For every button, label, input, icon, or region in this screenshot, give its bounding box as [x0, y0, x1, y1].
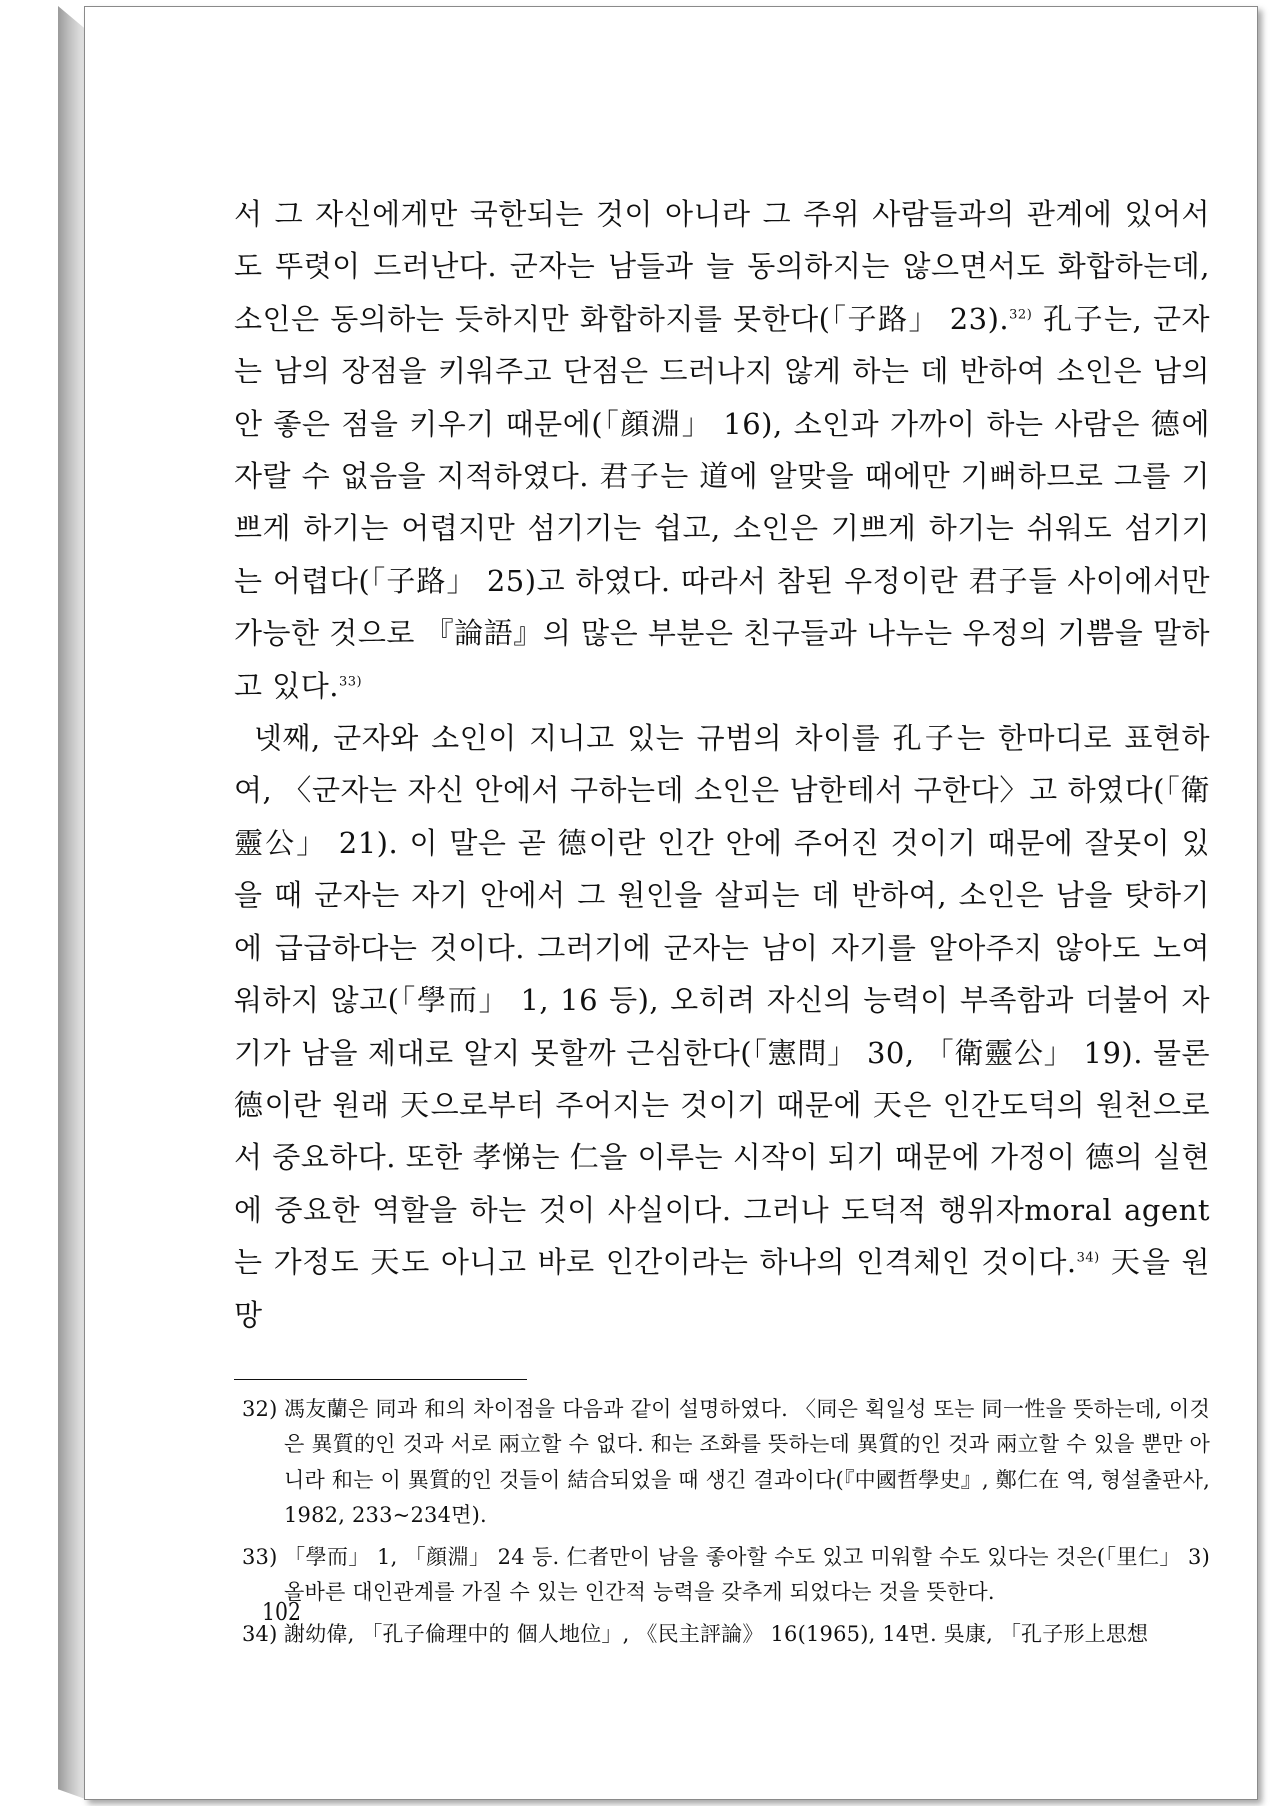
- paragraph-2-text: 넷째, 군자와 소인이 지니고 있는 규범의 차이를 孔子는 한마디로 표현하여, 〈군자는 자신 안에서 구하는데 소인은 남한테서 구한다〉고 하였다(「衛靈公」 21). 이 말은 곧 德이란 인간 안에 주어진 것이기 때문에 잘못이 있을 때 군자는 자기 안에서 그 원인을 살피는 데 반하여, 소인은 남을 탓하기에 급급하다는 것이다. 그러기에 군자는 남이 자기를 알아주지 않아도 노여워하지 않고(「學而」 1, 16 등), 오히려 자신의 능력이 부족함과 더불어 자기가 남을 제대로 알지 못할까 근심한다(「憲問」 30, 「衛靈公」 19). 물론 德이란 원래 天으로부터 주어지는 것이기 때문에 天은 인간도덕의 원천으로서 중요하다. 또한 孝悌는 仁을 이루는 시작이 되기 때문에 가정이 德의 실현에 중요한 역할을 하는 것이 사실이다. 그러나 도덕적 행위자moral agent는 가정도 天도 아니고 바로 인간이라는 하나의 인격체인 것이다.: [234, 721, 1210, 1280]
- footnote-33: [234, 1540, 1210, 1611]
- footnote-number: 34): [242, 1621, 278, 1646]
- body-text: [234, 188, 1210, 1341]
- page-number: 102: [262, 1598, 301, 1626]
- footnote-divider: [234, 1379, 527, 1380]
- footnote-number: 33): [242, 1544, 278, 1569]
- body-paragraph-1: [234, 188, 1210, 712]
- footnote-ref-34: 34): [1076, 1250, 1100, 1266]
- footnote-32: [234, 1392, 1210, 1534]
- footnote-ref-32: 32): [1009, 307, 1033, 323]
- paragraph-1-text: 서 그 자신에게만 국한되는 것이 아니라 그 주위 사람들과의 관계에 있어서도 뚜렷이 드러난다. 군자는 남들과 늘 동의하지는 않으면서도 화합하는데, 소인은 동의하는 듯하지만 화합하지를 못한다(「子路」 23).: [234, 197, 1210, 336]
- body-paragraph-2: [234, 712, 1210, 1341]
- paragraph-1-continued: 孔子는, 군자는 남의 장점을 키워주고 단점은 드러나지 않게 하는 데 반하여 소인은 남의 안 좋은 점을 키우기 때문에(「顔淵」 16), 소인과 가까이 하는 사람은 德에 자랄 수 없음을 지적하였다. 君子는 道에 알맞을 때에만 기뻐하므로 그를 기쁘게 하기는 어렵지만 섬기기는 쉽고, 소인은 기쁘게 하기는 쉬워도 섬기기는 어렵다(「子路」 25)고 하였다. 따라서 참된 우정이란 君子들 사이에서만 가능한 것으로 『論語』의 많은 부분은 친구들과 나누는 우정의 기쁨을 말하고 있다.: [234, 301, 1210, 703]
- paragraph-2-tail: 天을 원망: [234, 1245, 1210, 1332]
- footnote-number: 32): [242, 1396, 278, 1421]
- footnote-text: 謝幼偉, 「孔子倫理中的 個人地位」, 《民主評論》 16(1965), 14면. 吳康, 「孔子形上思想: [284, 1621, 1149, 1646]
- page-content: [234, 188, 1210, 1658]
- footnote-34: [234, 1617, 1210, 1653]
- footnotes: [234, 1392, 1210, 1653]
- footnote-text: 馮友蘭은 同과 和의 차이점을 다음과 같이 설명하였다. 〈同은 획일성 또는 同一性을 뜻하는데, 이것은 異質的인 것과 서로 兩立할 수 없다. 和는 조화를 뜻하는데 異質的인 것과 兩立할 수 있을 뿐만 아니라 和는 이 異質的인 것들이 結合되었을 때 생긴 결과이다(『中國哲學史』, 鄭仁在 역, 형설출판사, 1982, 233~234면).: [284, 1396, 1210, 1528]
- footnote-text: 「學而」 1, 「顔淵」 24 등. 仁者만이 남을 좋아할 수도 있고 미워할 수도 있다는 것은(「里仁」 3) 올바른 대인관계를 가질 수 있는 인간적 능력을 갖추게 되었다는 것을 뜻한다.: [284, 1544, 1210, 1605]
- footnote-ref-33: 33): [338, 674, 363, 689]
